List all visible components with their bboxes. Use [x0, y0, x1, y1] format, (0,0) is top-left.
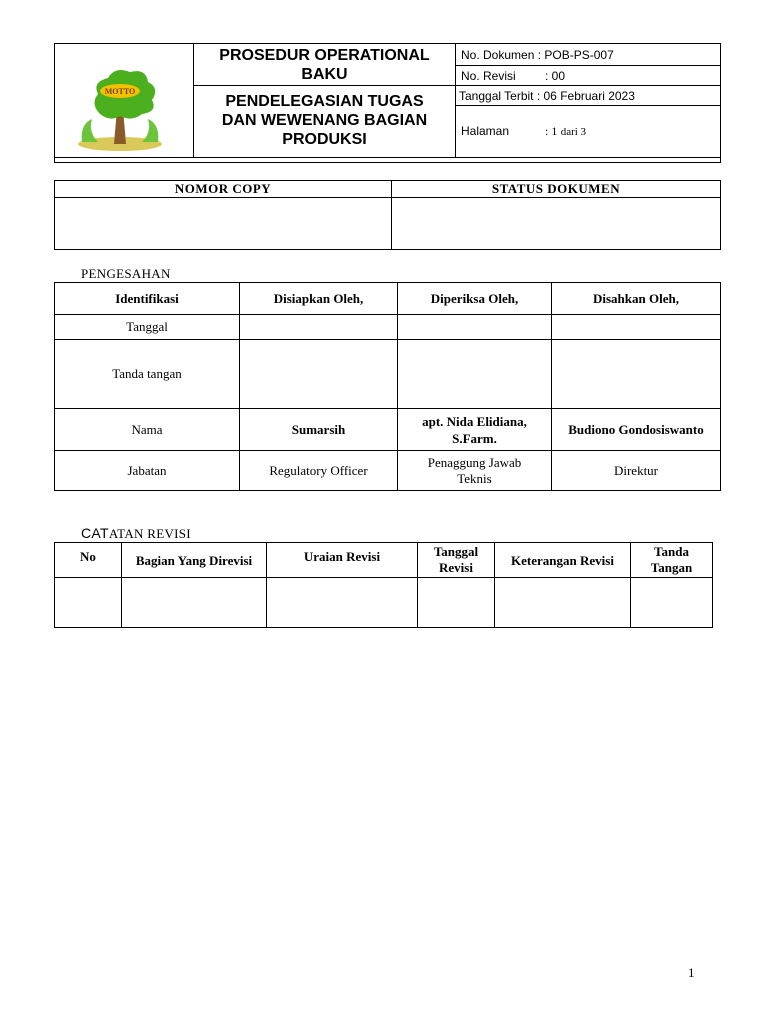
page-label: Halaman: [461, 124, 510, 138]
revision-cell-sign: [631, 578, 713, 628]
page-of: dari 3: [560, 126, 587, 138]
revision-header-note: Keterangan Revisi: [495, 543, 631, 578]
approval-position-approved: Direktur: [552, 451, 721, 491]
revision-header-sign: [631, 543, 713, 578]
doc-number-row: [456, 44, 721, 66]
approval-position-checked: [398, 451, 552, 491]
revision-header-sign-line2: Tangan: [650, 560, 693, 575]
approval-table: [54, 282, 721, 491]
approval-name-checked-line1: apt. Nida Elidiana,: [422, 413, 527, 429]
approval-signature-checked: [398, 340, 552, 409]
doc-number-label: No. Dokumen: [461, 48, 535, 62]
approval-name-checked: [398, 409, 552, 451]
issue-date-label: Tanggal Terbit: [459, 89, 534, 103]
approval-position-checked-line2: Teknis: [457, 470, 492, 486]
doc-subtitle-line1: PENDELEGASIAN TUGAS: [225, 93, 424, 110]
revision-cell-date: [418, 578, 495, 628]
revision-cell-part: [122, 578, 267, 628]
revision-cell-no: [55, 578, 122, 628]
revision-header-date-line1: Tanggal: [433, 544, 479, 559]
approval-row-name-label: Nama: [55, 409, 240, 451]
approval-header-identification: Identifikasi: [55, 283, 240, 315]
revision-header-part: Bagian Yang Direvisi: [122, 543, 267, 578]
approval-header-approved: Disahkan Oleh,: [552, 283, 721, 315]
company-logo: [70, 64, 170, 154]
page-row: [456, 106, 721, 157]
doc-subtitle-line2: DAN WEWENANG BAGIAN: [221, 112, 428, 129]
nomor-copy-header: NOMOR COPY: [55, 181, 392, 198]
title-cell: [194, 44, 456, 86]
page-value: : 1: [545, 124, 558, 138]
revision-header-date-line2: Revisi: [439, 560, 473, 575]
issue-date-row: [456, 86, 721, 106]
footer-page-number: 1: [688, 965, 695, 980]
logo-text: MOTTO: [104, 87, 136, 96]
approval-date-approved: [552, 315, 721, 340]
status-dokumen-header: STATUS DOKUMEN: [392, 181, 721, 198]
revision-table: [54, 542, 713, 628]
approval-header-prepared: Disiapkan Oleh,: [240, 283, 398, 315]
doc-subtitle-line3: PRODUKSI: [282, 131, 367, 148]
approval-date-checked: [398, 315, 552, 340]
issue-date-value: : 06 Februari 2023: [536, 89, 635, 103]
revision-header-desc: Uraian Revisi: [267, 543, 418, 578]
approval-section-title: PENGESAHAN: [81, 266, 171, 281]
revision-header-date: [418, 543, 495, 578]
revision-header-no: No: [55, 543, 122, 578]
revision-section-title-a: CAT: [81, 525, 109, 541]
document-header: [54, 43, 721, 163]
doc-number-value: : POB-PS-007: [537, 48, 614, 62]
revision-section-title-b: ATAN REVISI: [108, 526, 191, 541]
approval-signature-approved: [552, 340, 721, 409]
header-bottom-rule: [55, 157, 720, 158]
revision-label: No. Revisi: [461, 69, 516, 83]
approval-name-checked-line2: S.Farm.: [452, 430, 497, 446]
approval-name-approved: Budiono Gondosiswanto: [552, 409, 721, 451]
revision-cell-note: [495, 578, 631, 628]
revision-header-sign-line1: Tanda: [654, 544, 689, 559]
doc-title-line2: BAKU: [301, 66, 348, 83]
subtitle-cell: [194, 86, 456, 157]
revision-value: : 00: [545, 69, 566, 83]
approval-position-checked-line1: Penaggung Jawab: [427, 454, 522, 470]
revision-cell-desc: [267, 578, 418, 628]
approval-row-position-label: Jabatan: [55, 451, 240, 491]
approval-row-signature-label: Tanda tangan: [55, 340, 240, 409]
doc-title-line1: PROSEDUR OPERATIONAL: [219, 47, 430, 64]
approval-row-date-label: Tanggal: [55, 315, 240, 340]
copy-status-table: [54, 180, 721, 250]
revision-row: [456, 66, 721, 86]
approval-date-prepared: [240, 315, 398, 340]
nomor-copy-cell: [55, 198, 392, 250]
approval-position-prepared: Regulatory Officer: [240, 451, 398, 491]
logo-cell: [55, 44, 194, 157]
approval-name-prepared: Sumarsih: [240, 409, 398, 451]
revision-section-title: [81, 525, 191, 543]
status-dokumen-cell: [392, 198, 721, 250]
approval-signature-prepared: [240, 340, 398, 409]
approval-header-checked: Diperiksa Oleh,: [398, 283, 552, 315]
